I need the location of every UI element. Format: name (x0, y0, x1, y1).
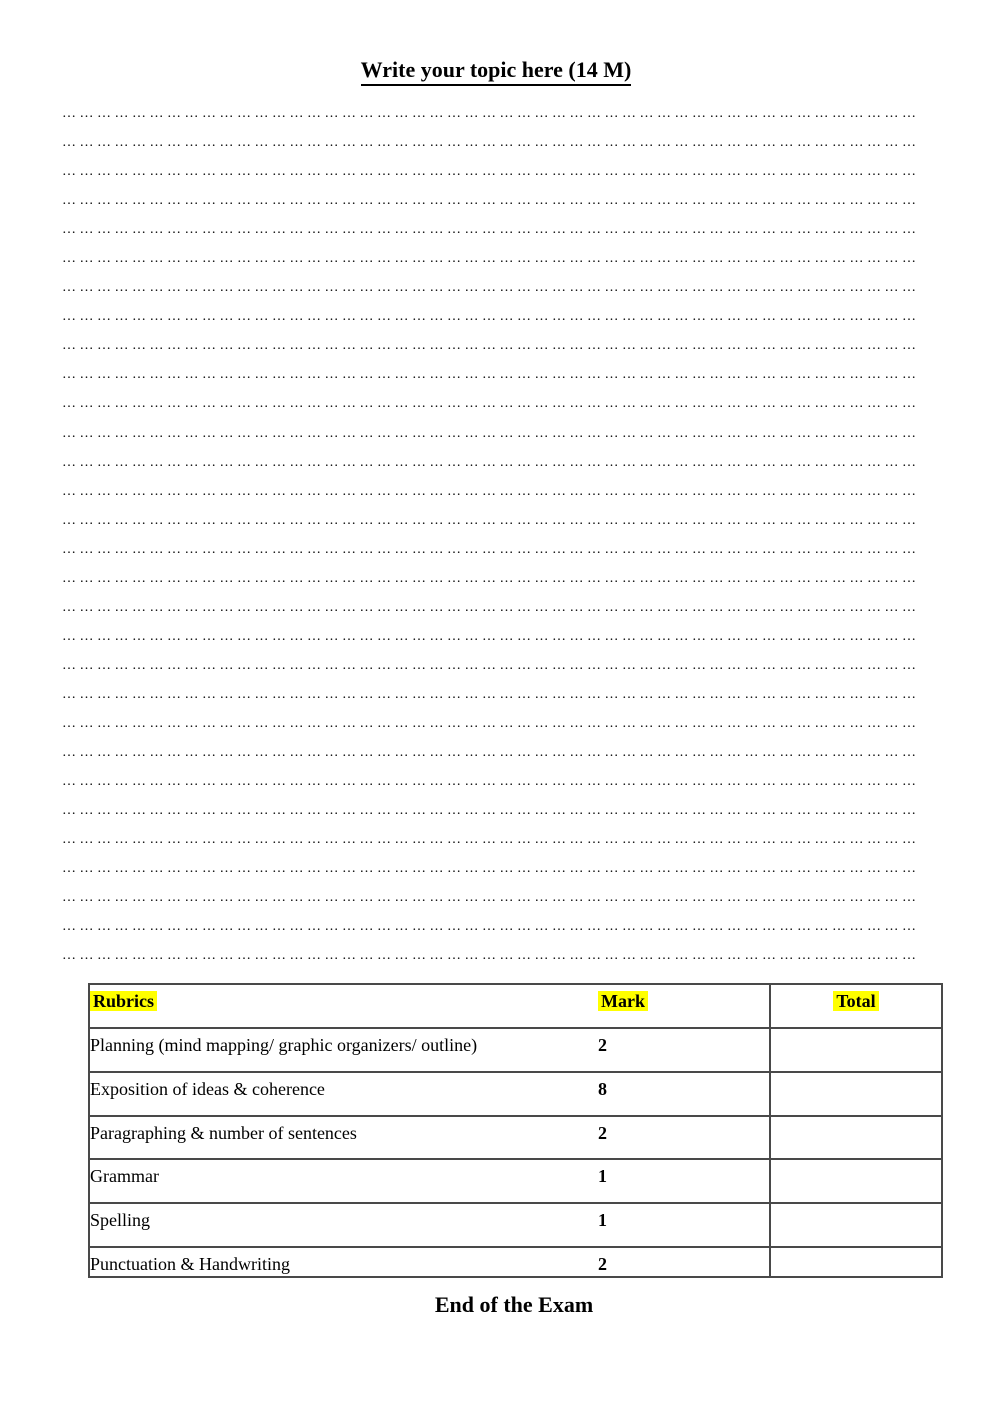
dotted-line: … … … … … … … … … … … … … … … … … … … … … … … … … … … … … … … … … … … … … … … … … … … … … … … … … (62, 541, 916, 557)
dotted-line: … … … … … … … … … … … … … … … … … … … … … … … … … … … … … … … … … … … … … … … … … … … … … … … … … (62, 715, 916, 731)
page-title (0, 57, 992, 83)
dotted-line: … … … … … … … … … … … … … … … … … … … … … … … … … … … … … … … … … … … … … … … … … … … … … … … … … (62, 774, 916, 790)
dotted-line: … … … … … … … … … … … … … … … … … … … … … … … … … … … … … … … … … … … … … … … … … … … … … … … … … (62, 803, 916, 819)
dotted-line: … … … … … … … … … … … … … … … … … … … … … … … … … … … … … … … … … … … … … … … … … … … … … … … … … (62, 164, 916, 180)
mark-cell: 2 (598, 1116, 770, 1160)
table-row (89, 1028, 942, 1072)
end-of-exam-text: End of the Exam (434, 1292, 594, 1317)
mark-cell: 8 (598, 1072, 770, 1116)
dotted-line: … … … … … … … … … … … … … … … … … … … … … … … … … … … … … … … … … … … … … … … … … … … … … … … … … (62, 483, 916, 499)
rubric-cell: Grammar (89, 1159, 598, 1203)
dotted-line: … … … … … … … … … … … … … … … … … … … … … … … … … … … … … … … … … … … … … … … … … … … … … … … … … (62, 280, 916, 296)
dotted-line: … … … … … … … … … … … … … … … … … … … … … … … … … … … … … … … … … … … … … … … … … … … … … … … … … (62, 657, 916, 673)
rubric-cell: Paragraphing & number of sentences (89, 1116, 598, 1160)
dotted-line: … … … … … … … … … … … … … … … … … … … … … … … … … … … … … … … … … … … … … … … … … … … … … … … … … (62, 367, 916, 383)
dotted-line: … … … … … … … … … … … … … … … … … … … … … … … … … … … … … … … … … … … … … … … … … … … … … … … … … (62, 135, 916, 151)
dotted-line: … … … … … … … … … … … … … … … … … … … … … … … … … … … … … … … … … … … … … … … … … … … … … … … … … (62, 106, 916, 121)
table-row (89, 1159, 942, 1203)
table-row (89, 1247, 942, 1277)
table-row (89, 1203, 942, 1247)
mark-header-label: Mark (598, 991, 648, 1011)
mark-cell: 2 (598, 1247, 770, 1277)
mark-cell: 1 (598, 1159, 770, 1203)
dotted-line: … … … … … … … … … … … … … … … … … … … … … … … … … … … … … … … … … … … … … … … … … … … … … … … … … (62, 919, 916, 935)
header-rubrics (89, 984, 598, 1028)
table-header-row (89, 984, 942, 1028)
dotted-line: … … … … … … … … … … … … … … … … … … … … … … … … … … … … … … … … … … … … … … … … … … … … … … … … … (62, 832, 916, 848)
rubric-cell: Spelling (89, 1203, 598, 1247)
dotted-line: … … … … … … … … … … … … … … … … … … … … … … … … … … … … … … … … … … … … … … … … … … … … … … … … … (62, 686, 916, 702)
header-mark (598, 984, 770, 1028)
dotted-line: … … … … … … … … … … … … … … … … … … … … … … … … … … … … … … … … … … … … … … … … … … … … … … … … … (62, 396, 916, 412)
dotted-line: … … … … … … … … … … … … … … … … … … … … … … … … … … … … … … … … … … … … … … … … … … … … … … … … … (62, 222, 916, 238)
total-cell (770, 1072, 942, 1116)
writing-area (62, 99, 924, 970)
total-cell (770, 1028, 942, 1072)
dotted-line: … … … … … … … … … … … … … … … … … … … … … … … … … … … … … … … … … … … … … … … … … … … … … … … … … (62, 570, 916, 586)
rubric-cell: Exposition of ideas & coherence (89, 1072, 598, 1116)
page-title-text: Write your topic here (14 M) (361, 57, 632, 86)
dotted-line: … … … … … … … … … … … … … … … … … … … … … … … … … … … … … … … … … … … … … … … … … … … … … … … … … (62, 251, 916, 267)
rubric-cell: Planning (mind mapping/ graphic organizers/ outline) (89, 1028, 598, 1072)
rubrics-table-body (89, 984, 942, 1277)
total-cell (770, 1159, 942, 1203)
mark-cell: 1 (598, 1203, 770, 1247)
dotted-line: … … … … … … … … … … … … … … … … … … … … … … … … … … … … … … … … … … … … … … … … … … … … … … … … … (62, 628, 916, 644)
header-total (770, 984, 942, 1028)
dotted-line: … … … … … … … … … … … … … … … … … … … … … … … … … … … … … … … … … … … … … … … … … … … … … … … … … (62, 193, 916, 209)
dotted-line: … … … … … … … … … … … … … … … … … … … … … … … … … … … … … … … … … … … … … … … … … … … … … … … … … (62, 309, 916, 325)
table-row (89, 1116, 942, 1160)
dotted-line: … … … … … … … … … … … … … … … … … … … … … … … … … … … … … … … … … … … … … … … … … … … … … … … … … (62, 338, 916, 354)
dotted-line: … … … … … … … … … … … … … … … … … … … … … … … … … … … … … … … … … … … … … … … … … … … … … … … … … (62, 890, 916, 906)
table-row (89, 1072, 942, 1116)
rubrics-header-label: Rubrics (90, 991, 157, 1011)
dotted-line: … … … … … … … … … … … … … … … … … … … … … … … … … … … … … … … … … … … … … … … … … … … … … … … … … (62, 948, 916, 964)
dotted-line: … … … … … … … … … … … … … … … … … … … … … … … … … … … … … … … … … … … … … … … … … … … … … … … … … (62, 512, 916, 528)
dotted-line: … … … … … … … … … … … … … … … … … … … … … … … … … … … … … … … … … … … … … … … … … … … … … … … … … (62, 454, 916, 470)
total-cell (770, 1116, 942, 1160)
dotted-line: … … … … … … … … … … … … … … … … … … … … … … … … … … … … … … … … … … … … … … … … … … … … … … … … … (62, 425, 916, 441)
rubrics-table (88, 983, 943, 1278)
dotted-line: … … … … … … … … … … … … … … … … … … … … … … … … … … … … … … … … … … … … … … … … … … … … … … … … … (62, 745, 916, 761)
total-cell (770, 1203, 942, 1247)
total-cell (770, 1247, 942, 1277)
dotted-line: … … … … … … … … … … … … … … … … … … … … … … … … … … … … … … … … … … … … … … … … … … … … … … … … … (62, 599, 916, 615)
rubric-cell: Punctuation & Handwriting (89, 1247, 598, 1277)
mark-cell: 2 (598, 1028, 770, 1072)
total-header-label: Total (833, 991, 878, 1011)
dotted-line: … … … … … … … … … … … … … … … … … … … … … … … … … … … … … … … … … … … … … … … … … … … … … … … … … (62, 861, 916, 877)
